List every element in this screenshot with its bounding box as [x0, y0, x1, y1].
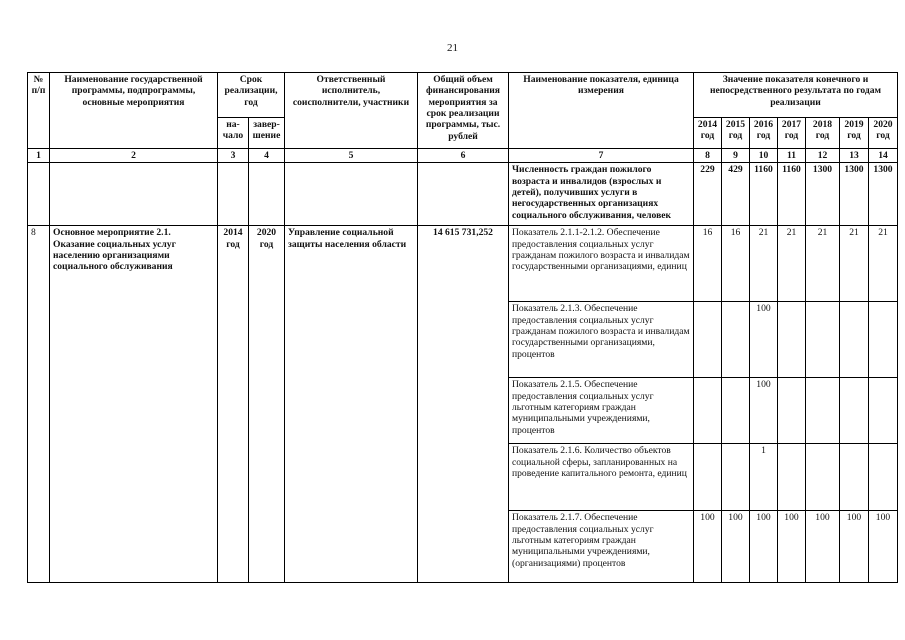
value-cell: 100	[722, 511, 750, 583]
column-number: 11	[778, 149, 806, 163]
column-number: 9	[722, 149, 750, 163]
header-indicator: Наименование показателя, единица измерения	[509, 73, 694, 149]
value-cell: 16	[722, 226, 750, 302]
value-cell	[778, 302, 806, 378]
indicator-cell: Показатель 2.1.1-2.1.2. Обеспечение предоставления социальных услуг гражданам пожилого возраста и инвалидам государственными организациями, единиц	[509, 226, 694, 302]
measure-name: Основное мероприятие 2.1. Оказание социальных услуг населению организациями социального обслуживания	[50, 226, 218, 583]
start-year: 2014 год	[218, 226, 249, 583]
header-year-2018: 2018 год	[806, 118, 840, 149]
value-cell	[806, 444, 840, 511]
value-cell: 1300	[869, 163, 898, 226]
indicator-cell: Показатель 2.1.3. Обеспечение предоставления социальных услуг гражданам пожилого возраста и инвалидам государственными организациями, процентов	[509, 302, 694, 378]
column-number: 8	[694, 149, 722, 163]
column-number: 6	[418, 149, 509, 163]
column-number: 12	[806, 149, 840, 163]
header-term: Срок реализации, год	[218, 73, 285, 118]
value-cell: 100	[869, 511, 898, 583]
value-cell	[778, 444, 806, 511]
header-name: Наименование государственной программы, подпрограммы, основные мероприятия	[50, 73, 218, 149]
page-number: 21	[447, 42, 458, 54]
program-table	[27, 72, 898, 583]
value-cell	[694, 378, 722, 444]
value-cell: 16	[694, 226, 722, 302]
value-cell	[694, 302, 722, 378]
value-cell: 100	[806, 511, 840, 583]
end-year: 2020 год	[249, 226, 285, 583]
value-cell	[722, 378, 750, 444]
executor: Управление социальной защиты населения области	[285, 226, 418, 583]
row-number: 8	[28, 226, 50, 583]
column-number: 5	[285, 149, 418, 163]
value-cell: 100	[750, 302, 778, 378]
table-row	[28, 226, 898, 302]
value-cell: 100	[750, 511, 778, 583]
indicator-cell: Показатель 2.1.6. Количество объектов социальной сферы, запланированных на проведение капитального ремонта, единиц	[509, 444, 694, 511]
value-cell: 21	[840, 226, 869, 302]
value-cell: 100	[840, 511, 869, 583]
header-year-2016: 2016 год	[750, 118, 778, 149]
value-cell: 21	[806, 226, 840, 302]
value-cell	[869, 444, 898, 511]
header-year-2019: 2019 год	[840, 118, 869, 149]
value-cell: 100	[750, 378, 778, 444]
value-cell: 1160	[750, 163, 778, 226]
header-year-2014: 2014 год	[694, 118, 722, 149]
value-cell	[694, 444, 722, 511]
column-number-row	[28, 149, 898, 163]
indicator-cell: Показатель 2.1.7. Обеспечение предоставления социальных услуг льготным категориям граждан муниципальными учреждениями, (организациями) процентов	[509, 511, 694, 583]
value-cell: 1300	[840, 163, 869, 226]
value-cell: 100	[778, 511, 806, 583]
funding-amount: 14 615 731,252	[418, 226, 509, 583]
value-cell: 1	[750, 444, 778, 511]
value-cell	[722, 444, 750, 511]
column-number: 14	[869, 149, 898, 163]
value-cell	[806, 378, 840, 444]
value-cell: 21	[750, 226, 778, 302]
header-executor: Ответственный исполнитель, соисполнители, участники	[285, 73, 418, 149]
column-number: 4	[249, 149, 285, 163]
indicator-cell: Показатель 2.1.5. Обеспечение предоставления социальных услуг льготным категориям граждан муниципальными учреждениями, процентов	[509, 378, 694, 444]
value-cell	[778, 378, 806, 444]
value-cell: 100	[694, 511, 722, 583]
header-year-2017: 2017 год	[778, 118, 806, 149]
header-year-2020: 2020 год	[869, 118, 898, 149]
value-cell	[869, 378, 898, 444]
value-cell: 21	[778, 226, 806, 302]
value-cell	[840, 444, 869, 511]
value-cell	[840, 378, 869, 444]
value-cell: 1160	[778, 163, 806, 226]
header-term-end: завер-шение	[249, 118, 285, 149]
value-cell: 21	[869, 226, 898, 302]
table-row	[28, 163, 898, 226]
value-cell	[840, 302, 869, 378]
value-cell: 229	[694, 163, 722, 226]
value-cell: 1300	[806, 163, 840, 226]
header-term-start: на-чало	[218, 118, 249, 149]
column-number: 10	[750, 149, 778, 163]
value-cell	[722, 302, 750, 378]
value-cell: 429	[722, 163, 750, 226]
column-number: 13	[840, 149, 869, 163]
header-num: № п/п	[28, 73, 50, 149]
column-number: 7	[509, 149, 694, 163]
indicator-cell: Численность граждан пожилого возраста и инвалидов (взрослых и детей), получивших услуги в негосударственных организациях социального обслуживания, человек	[509, 163, 694, 226]
header-funding: Общий объем финансирования мероприятия за срок реализации программы, тыс. рублей	[418, 73, 509, 149]
column-number: 3	[218, 149, 249, 163]
column-number: 1	[28, 149, 50, 163]
header-year-2015: 2015 год	[722, 118, 750, 149]
value-cell	[806, 302, 840, 378]
header-values-group: Значение показателя конечного и непосредственного результата по годам реализации	[694, 73, 898, 118]
column-number: 2	[50, 149, 218, 163]
value-cell	[869, 302, 898, 378]
